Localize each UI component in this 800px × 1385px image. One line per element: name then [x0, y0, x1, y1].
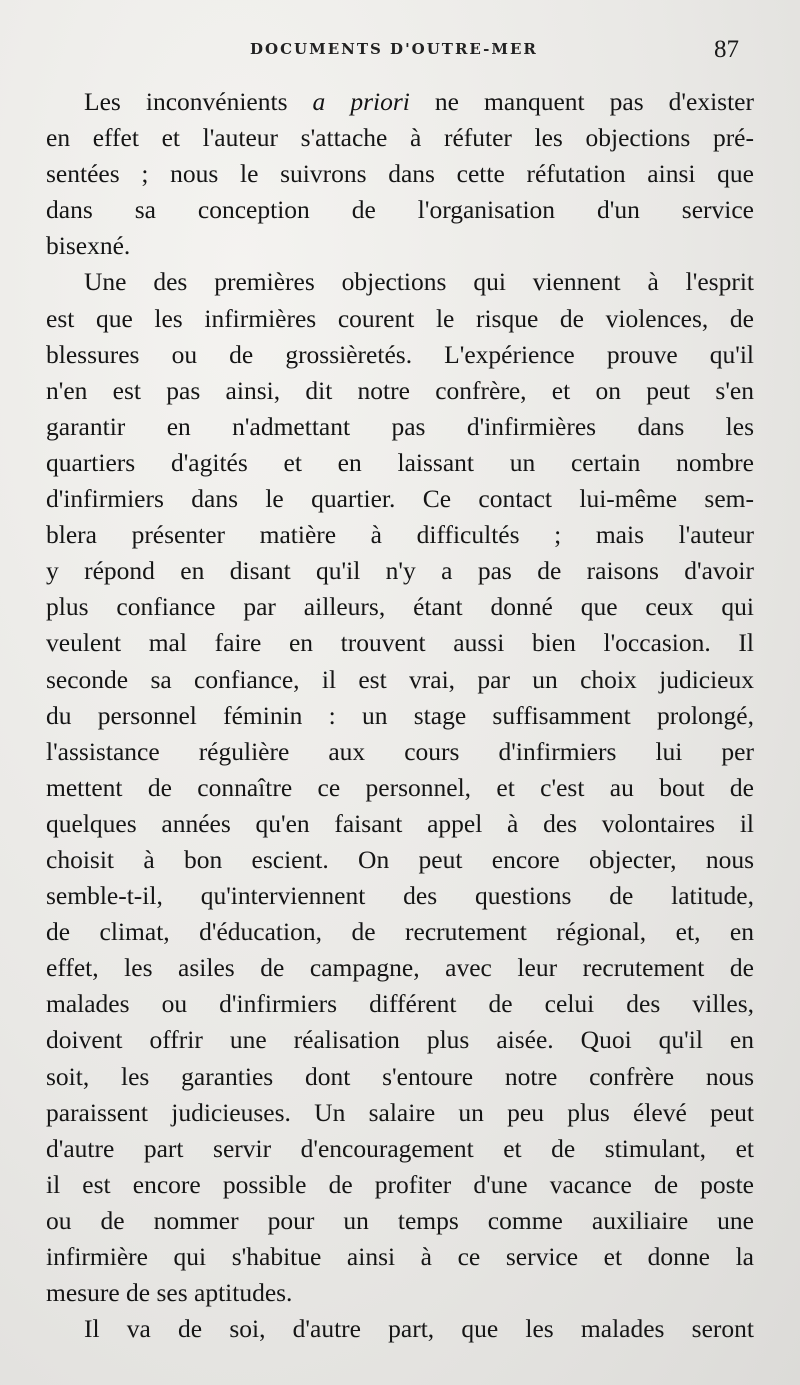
text-line: d'infirmiers dans le quartier. Ce contact lui-même sem- — [46, 484, 754, 514]
running-title: DOCUMENTS D'OUTRE-MER — [250, 40, 538, 58]
text-line: du personnel féminin : un stage suffisamment prolongé, — [46, 700, 754, 730]
text-line: dans sa conception de l'organisation d'un service — [46, 195, 754, 225]
text-segment: Les inconvénients — [84, 87, 313, 116]
running-head — [0, 34, 800, 74]
text-segment: ne manquent pas d'exister — [409, 87, 754, 116]
text-line: blera présenter matière à difficultés ; mais l'auteur — [46, 520, 754, 550]
text-line: d'autre part servir d'encouragement et de stimulant, et — [46, 1133, 754, 1163]
text-line: choisit à bon escient. On peut encore objecter, nous — [46, 844, 754, 874]
text-line: mettent de connaître ce personnel, et c'est au bout de — [46, 772, 754, 802]
body-text — [46, 84, 754, 1347]
text-line: ou de nommer pour un temps comme auxiliaire une — [46, 1205, 754, 1235]
text-line: il est encore possible de profiter d'une vacance de poste — [46, 1169, 754, 1199]
text-line: bisexné. — [46, 231, 131, 261]
text-line: en effet et l'auteur s'attache à réfuter les objections pré- — [46, 123, 754, 153]
text-line — [46, 84, 754, 120]
text-line: garantir en n'admettant pas d'infirmières dans les — [46, 411, 754, 441]
text-line: y répond en disant qu'il n'y a pas de raisons d'avoir — [46, 556, 754, 586]
text-line: malades ou d'infirmiers différent de celui des villes, — [46, 989, 754, 1019]
text-line: semble-t-il, qu'interviennent des questions de latitude, — [46, 881, 754, 911]
text-line: infirmière qui s'habitue ainsi à ce service et donne la — [46, 1242, 754, 1271]
text-line: Il va de soi, d'autre part, que les malades seront — [84, 1314, 754, 1344]
text-line: de climat, d'éducation, de recrutement régional, et, en — [46, 917, 754, 947]
text-line: plus confiance par ailleurs, étant donné que ceux qui — [46, 592, 754, 622]
text-line: Une des premières objections qui viennent à l'esprit — [84, 267, 754, 297]
text-line: soit, les garanties dont s'entoure notre confrère nous — [46, 1061, 754, 1091]
text-line: est que les infirmières courent le risque de violences, de — [46, 303, 754, 333]
text-line: n'en est pas ainsi, dit notre confrère, et on peut s'en — [46, 375, 754, 405]
text-line: doivent offrir une réalisation plus aisée. Quoi qu'il en — [46, 1025, 754, 1055]
text-line: effet, les asiles de campagne, avec leur recrutement de — [46, 953, 754, 983]
italic-phrase: a priori — [312, 87, 410, 116]
text-line: quelques années qu'en faisant appel à des volontaires il — [46, 808, 754, 838]
text-line: seconde sa confiance, il est vrai, par un choix judicieux — [46, 664, 754, 694]
text-line: l'assistance régulière aux cours d'infirmiers lui per — [46, 736, 754, 766]
text-line: sentées ; nous le suivrons dans cette réfutation ainsi que — [46, 159, 754, 189]
text-line: quartiers d'agités et en laissant un certain nombre — [46, 447, 754, 477]
text-line: veulent mal faire en trouvent aussi bien l'occasion. Il — [46, 628, 754, 658]
text-line: paraissent judicieuses. Un salaire un peu plus élevé peut — [46, 1097, 754, 1127]
page-number: 87 — [714, 36, 739, 63]
text-line: blessures ou de grossièretés. L'expérience prouve qu'il — [46, 339, 754, 369]
text-line: mesure de ses aptitudes. — [46, 1278, 293, 1308]
